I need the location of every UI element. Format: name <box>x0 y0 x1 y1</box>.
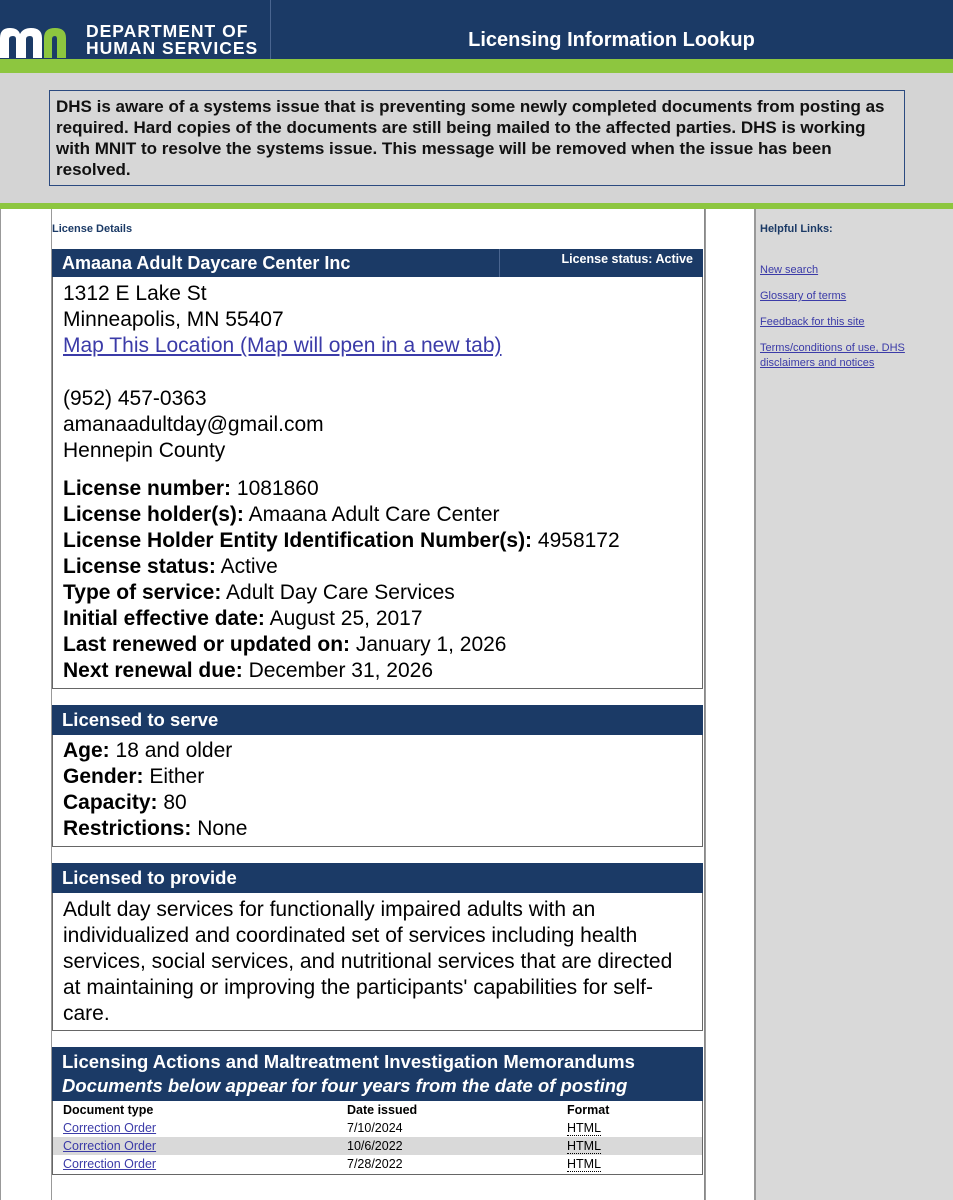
detail-label: Type of service: <box>63 581 222 604</box>
status-cell <box>499 249 703 277</box>
detail-value: December 31, 2026 <box>248 659 434 682</box>
detail-value: January 1, 2026 <box>355 633 507 656</box>
provide-title: Licensed to provide <box>62 867 237 888</box>
format[interactable]: HTML <box>567 1121 602 1135</box>
sidebar-link-new-search[interactable]: New search <box>760 264 819 276</box>
provide-description: Adult day services for functionally impaired adults with an individualized and coordinated set of services including health services, social services, and nutritional services that are directed at maintaining or improving the participants' capabilities for self-care. <box>52 893 703 1031</box>
accent-bar <box>0 59 953 73</box>
facility-name-bar <box>52 249 703 277</box>
map-link[interactable]: Map This Location (Map will open in a new tab) <box>63 334 502 357</box>
serve-label: Gender: <box>63 765 144 788</box>
detail-label: License number: <box>63 477 232 500</box>
dhs-logo[interactable] <box>0 0 270 59</box>
facility-name: Amaana Adult Daycare Center Inc <box>62 253 351 273</box>
serve-value: 80 <box>163 791 187 814</box>
serve-row <box>63 738 692 764</box>
site-header <box>0 0 953 59</box>
county: Hennepin County <box>63 439 226 462</box>
serve-row <box>63 816 692 842</box>
notice-band <box>0 73 953 203</box>
serve-label: Restrictions: <box>63 817 192 840</box>
detail-row <box>63 580 692 606</box>
document-link[interactable]: Correction Order <box>63 1157 157 1171</box>
detail-value: Amaana Adult Care Center <box>248 503 500 526</box>
detail-label: License holder(s): <box>63 503 244 526</box>
serve-details <box>52 735 703 847</box>
detail-value: Active <box>220 555 278 578</box>
serve-row <box>63 764 692 790</box>
sidebar-link-terms[interactable]: Terms/conditions of use, DHS disclaimers and notices <box>760 342 905 369</box>
table-row <box>53 1137 702 1155</box>
address-line2: Minneapolis, MN 55407 <box>63 308 284 331</box>
detail-row <box>63 606 692 632</box>
serve-header <box>52 705 703 735</box>
detail-value: August 25, 2017 <box>269 607 423 630</box>
detail-row <box>63 502 692 528</box>
detail-label: Initial effective date: <box>63 607 265 630</box>
right-gutter <box>705 209 755 1200</box>
detail-value: Adult Day Care Services <box>226 581 455 604</box>
serve-value: Either <box>149 765 205 788</box>
detail-row <box>63 554 692 580</box>
detail-label: License Holder Entity Identification Number(s): <box>63 529 533 552</box>
document-link[interactable]: Correction Order <box>63 1121 157 1135</box>
phone: (952) 457-0363 <box>63 387 207 410</box>
date-issued: 7/10/2024 <box>347 1121 403 1135</box>
logo-line1: DEPARTMENT OF <box>86 21 249 41</box>
format[interactable]: HTML <box>567 1139 602 1153</box>
section-label: License Details <box>52 223 133 235</box>
serve-label: Age: <box>63 739 110 762</box>
logo-text <box>86 23 258 57</box>
minnesota-logo-icon <box>0 26 80 58</box>
serve-title: Licensed to serve <box>62 709 219 730</box>
actions-subtitle: Documents below appear for four years from the date of posting <box>62 1075 628 1096</box>
column-header: Format <box>567 1103 610 1117</box>
provide-header <box>52 863 703 893</box>
actions-header <box>52 1047 703 1101</box>
left-gutter <box>0 209 52 1200</box>
email: amanaadultday@gmail.com <box>63 413 324 436</box>
serve-value: 18 and older <box>115 739 233 762</box>
helpful-links-sidebar <box>755 209 953 1200</box>
address-line1: 1312 E Lake St <box>63 282 207 305</box>
detail-row <box>63 476 692 502</box>
detail-row <box>63 632 692 658</box>
sidebar-title: Helpful Links: <box>760 223 833 235</box>
column-header: Document type <box>63 1103 154 1117</box>
detail-row <box>63 528 692 554</box>
documents-table <box>52 1101 703 1175</box>
table-header <box>53 1101 702 1119</box>
date-issued: 7/28/2022 <box>347 1157 403 1171</box>
page-title: Licensing Information Lookup <box>468 29 755 51</box>
logo-line2: HUMAN SERVICES <box>86 38 259 58</box>
document-link[interactable]: Correction Order <box>63 1139 157 1153</box>
serve-label: Capacity: <box>63 791 158 814</box>
serve-value: None <box>197 817 248 840</box>
status-badge: License status: Active <box>561 252 693 266</box>
serve-row <box>63 790 692 816</box>
detail-label: License status: <box>63 555 216 578</box>
date-issued: 10/6/2022 <box>347 1139 403 1153</box>
detail-label: Next renewal due: <box>63 659 243 682</box>
table-row <box>53 1119 702 1137</box>
main-content <box>52 209 705 1200</box>
actions-title: Licensing Actions and Maltreatment Investigation Memorandums <box>62 1051 635 1072</box>
sidebar-link-glossary[interactable]: Glossary of terms <box>760 290 847 302</box>
format[interactable]: HTML <box>567 1157 602 1171</box>
sidebar-link-feedback[interactable]: Feedback for this site <box>760 316 865 328</box>
detail-value: 1081860 <box>236 477 319 500</box>
detail-label: Last renewed or updated on: <box>63 633 351 656</box>
detail-row <box>63 658 692 684</box>
column-header: Date issued <box>347 1103 418 1117</box>
license-details <box>52 277 703 689</box>
detail-value: 4958172 <box>537 529 620 552</box>
table-row <box>53 1155 702 1173</box>
system-notice: DHS is aware of a systems issue that is preventing some newly completed documents from posting as required. Hard copies of the documents are still being mailed to the affected parties. DHS is working with MNIT to resolve the systems issue. This message will be removed when the issue has been resolved. <box>49 90 905 186</box>
